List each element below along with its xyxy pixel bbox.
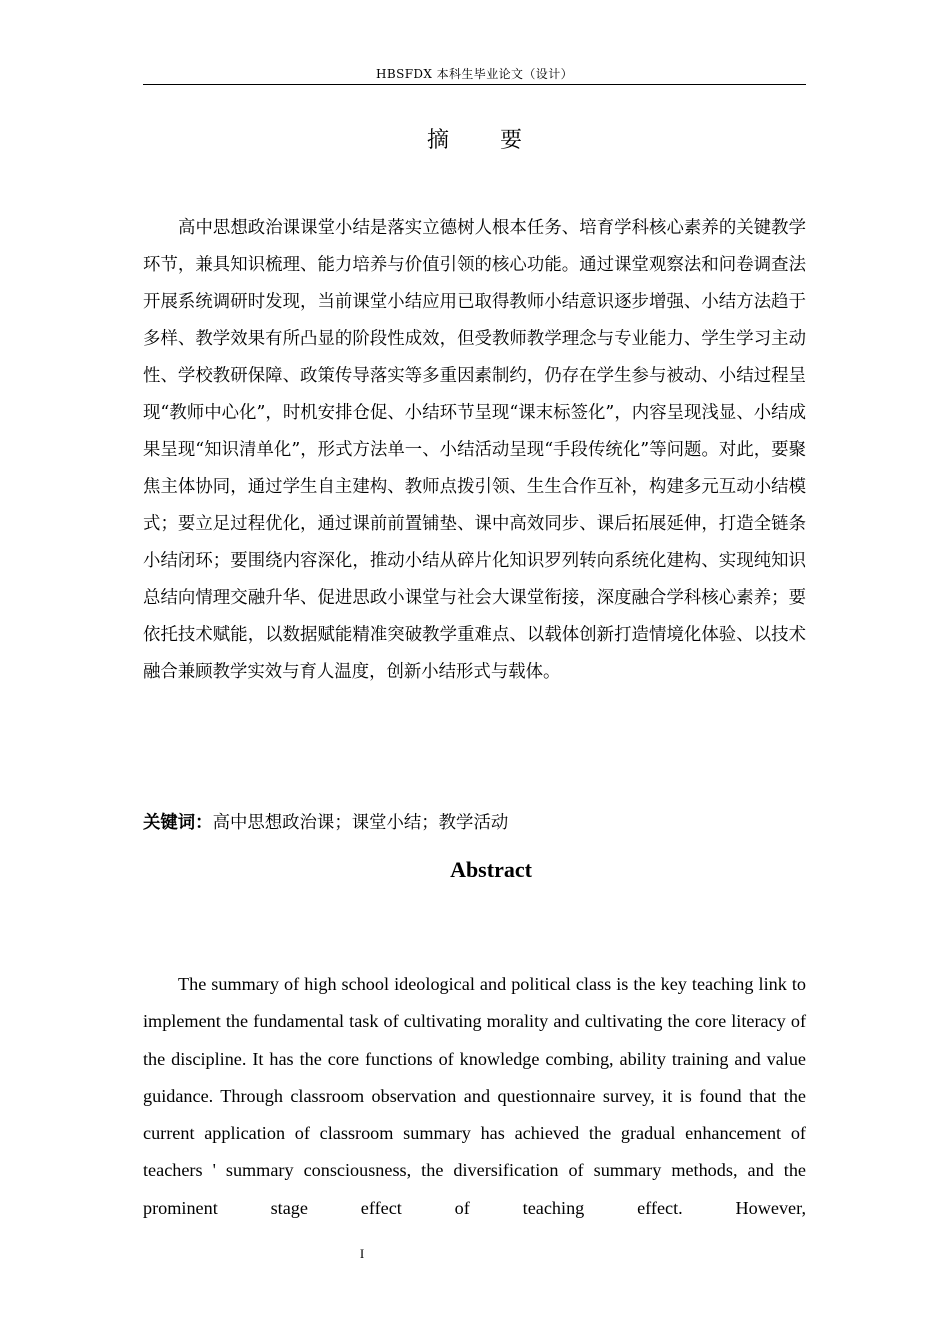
- english-abstract-title: Abstract: [450, 857, 532, 882]
- page-number: I: [359, 1246, 365, 1261]
- keywords-label: 关键词：: [143, 813, 213, 833]
- keywords-line: [143, 808, 806, 838]
- english-abstract-body: The summary of high school ideological and political class is the key teaching link to implement the fundamental task of cultivating morality and cultivating the core literacy of the discipline. It has the core functions of knowledge combing, ability training and value guidance. Through classroom observation and questionnaire survey, it is found that the current application of classroom summary has achieved the gradual enhancement of teachers ' summary consciousness, the diversification of summary methods, and the prominent stage effect of teaching effect. However,: [143, 974, 806, 1218]
- running-header: HBSFDX 本科生毕业论文（设计）: [143, 66, 806, 85]
- chinese-abstract-title: 摘 要: [427, 128, 544, 153]
- keywords-value: 高中思想政治课；课堂小结；教学活动: [212, 813, 509, 833]
- chinese-abstract-body: 高中思想政治课课堂小结是落实立德树人根本任务、培育学科核心素养的关键教学环节，兼具知识梳理、能力培养与价值引领的核心功能。通过课堂观察法和问卷调查法开展系统调研时发现，当前课堂小结应用已取得教师小结意识逐步增强、小结方法趋于多样、教学效果有所凸显的阶段性成效，但受教师教学理念与专业能力、学生学习主动性、学校教研保障、政策传导落实等多重因素制约，仍存在学生参与被动、小结过程呈现“教师中心化”，时机安排仓促、小结环节呈现“课末标签化”，内容呈现浅显、小结成果呈现“知识清单化”，形式方法单一、小结活动呈现“手段传统化”等问题。对此，要聚焦主体协同，通过学生自主建构、教师点拨引领、生生合作互补，构建多元互动小结模式；要立足过程优化，通过课前前置铺垫、课中高效同步、课后拓展延伸，打造全链条小结闭环；要围绕内容深化，推动小结从碎片化知识罗列转向系统化建构、实现纯知识总结向情理交融升华、促进思政小课堂与社会大课堂衔接，深度融合学科核心素养；要依托技术赋能，以数据赋能精准突破教学重难点、以载体创新打造情境化体验、以技术融合兼顾教学实效与育人温度，创新小结形式与载体。: [143, 218, 806, 682]
